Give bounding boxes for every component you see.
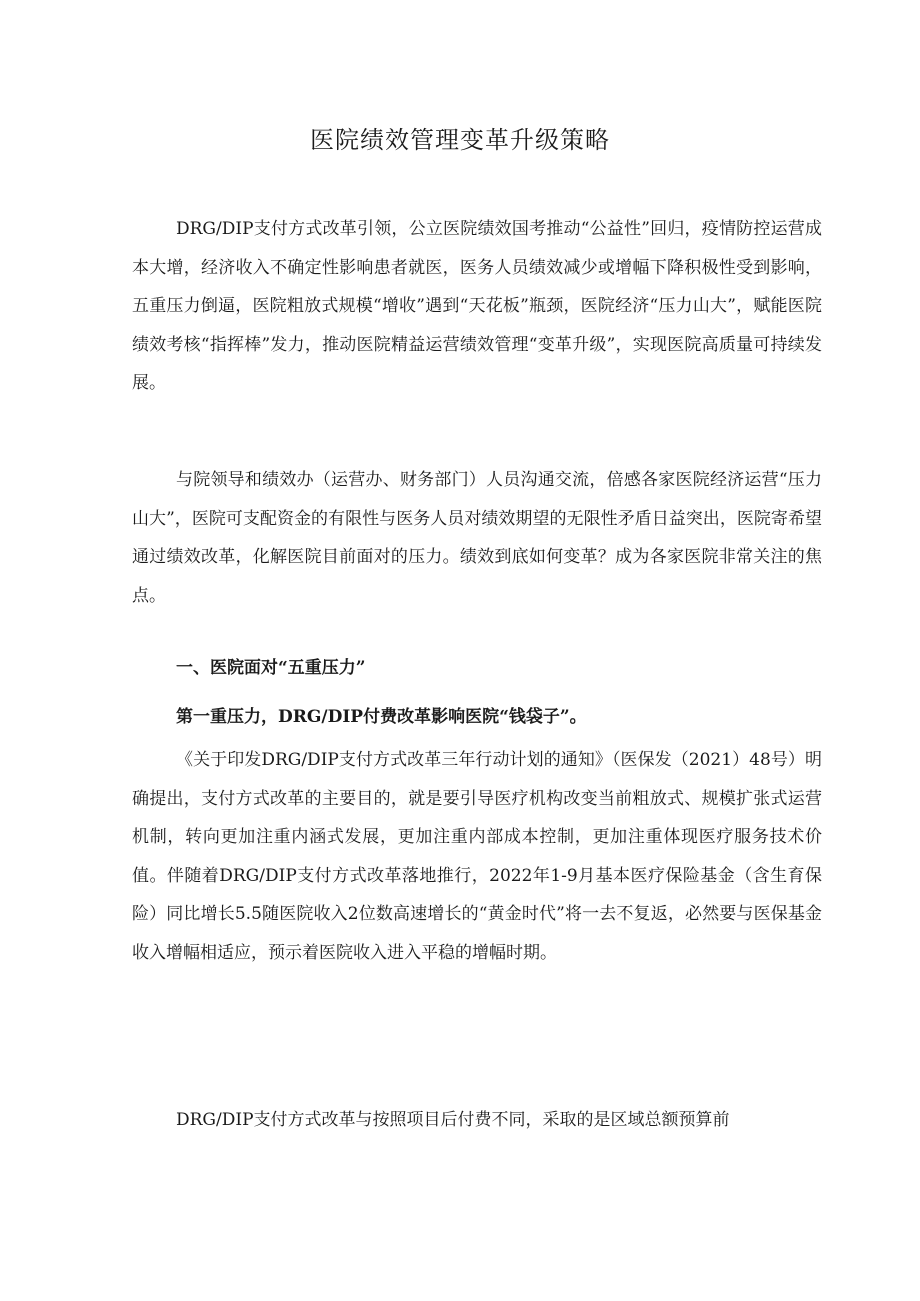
paragraph: 与院领导和绩效办（运营办、财务部门）人员沟通交流，倍感各家医院经济运营“压力山大”，医院可支配资金的有限性与医务人员对绩效期望的无限性矛盾日益突出，医院寄希望通过绩效改革，化解医院目前面对的压力。绩效到底如何变革？成为各家医院非常关注的焦点。 bbox=[132, 470, 822, 606]
sub-heading: 第一重压力，DRG/DIP付费改革影响医院“钱袋子”。 bbox=[176, 707, 587, 727]
paragraph: 《关于印发DRG/DIP支付方式改革三年行动计划的通知》（医保发（2021）48号）明确提出，支付方式改革的主要目的，就是要引导医疗机构改变当前粗放式、规模扩张式运营机制，转向更加注重内涵式发展，更加注重内部成本控制，更加注重体现医疗服务技术价值。伴随着DRG/DIP支付方式改革落地推行，2022年1-9月基本医疗保险基金（含生育保险）同比增长5.5随医院收入2位数高速增长的“黄金时代”将一去不复返，必然要与医保基金收入增幅相适应，预示着医院收入进入平稳的增幅时期。 bbox=[132, 750, 822, 963]
document-title: 医院绩效管理变革升级策略 bbox=[310, 126, 610, 154]
paragraph: DRG/DIP支付方式改革引领，公立医院绩效国考推动“公益性”回归，疫情防控运营成本大增，经济收入不确定性影响患者就医，医务人员绩效减少或增幅下降积极性受到影响，五重压力倒逼，医院粗放式规模“增收”遇到“天花板”瓶颈，医院经济“压力山大”，赋能医院绩效考核“指挥棒”发力，推动医院精益运营绩效管理“变革升级”，实现医院高质量可持续发展。 bbox=[132, 219, 822, 393]
section-heading: 一、医院面对“五重压力” bbox=[176, 658, 366, 678]
paragraph: DRG/DIP支付方式改革与按照项目后付费不同，采取的是区域总额预算前 bbox=[176, 1110, 730, 1130]
